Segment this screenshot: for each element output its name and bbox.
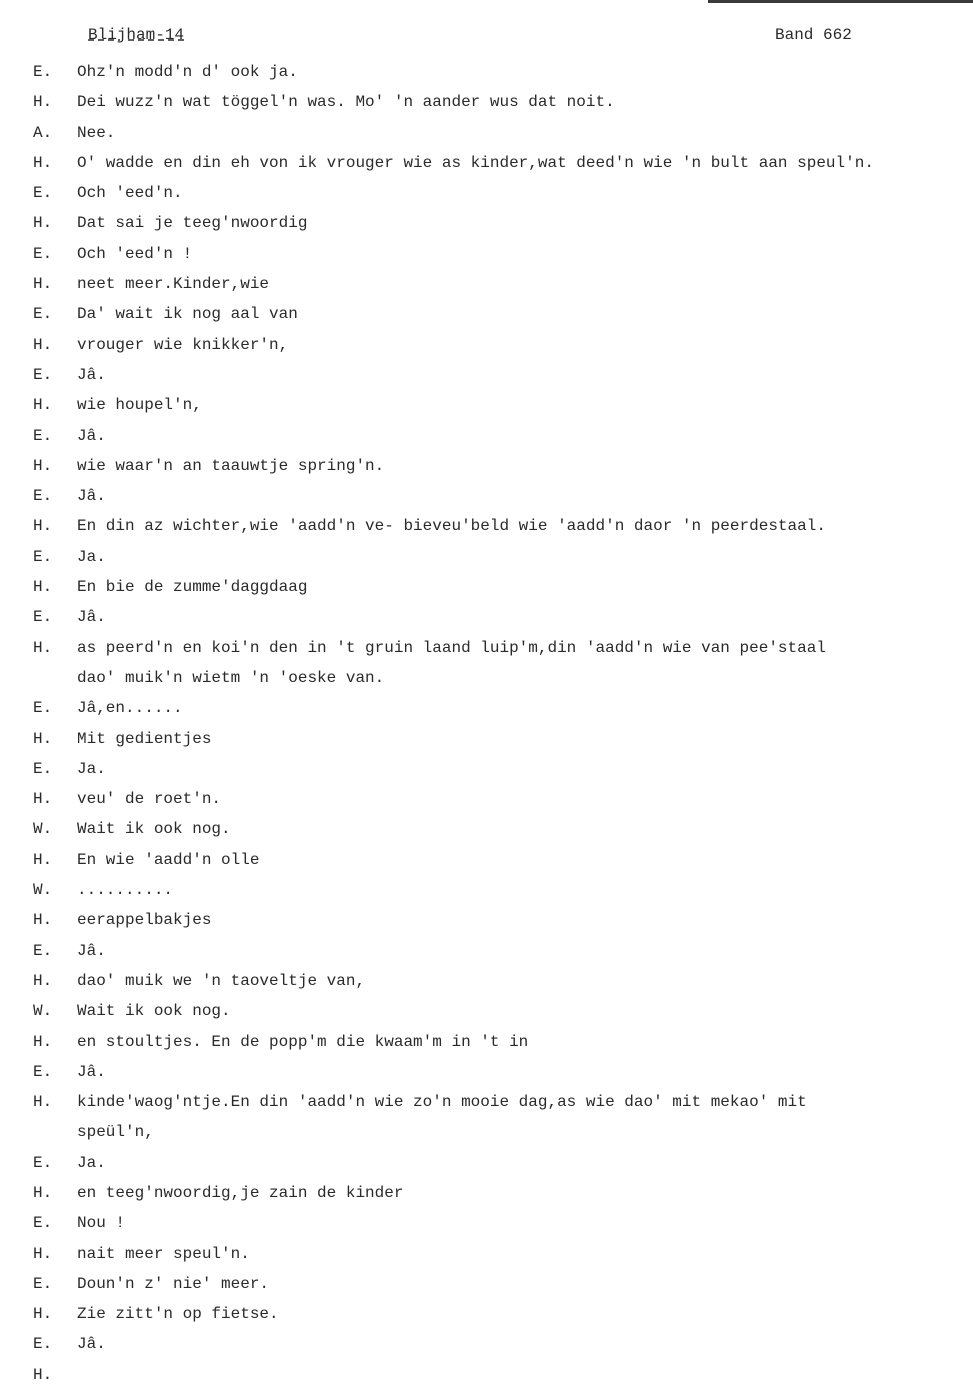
utterance-text: vrouger wie knikker'n, — [77, 335, 289, 354]
speaker-label: H. — [33, 1032, 53, 1051]
utterance-text: Mit gedientjes — [77, 729, 212, 748]
speaker-label: E. — [33, 608, 53, 627]
speaker-label: E. — [33, 1335, 53, 1354]
utterance-text: Wait ik ook nog. — [77, 820, 231, 839]
speaker-label: H. — [33, 638, 53, 657]
transcript-line — [33, 966, 968, 996]
utterance-text: neet meer.Kinder,wie — [77, 275, 270, 294]
utterance-text: Jâ. — [77, 365, 106, 384]
utterance-text: kinde'waog'ntje.En din 'aadd'n wie zo'n mooie dag,as wie dao' mit mekao' mit — [77, 1093, 807, 1112]
transcript-line — [33, 1178, 968, 1208]
speaker-label: W. — [33, 820, 53, 839]
speaker-label: A. — [33, 123, 53, 142]
utterance-text: Jâ. — [77, 941, 106, 960]
speaker-label: E. — [33, 184, 53, 203]
speaker-label: E. — [33, 365, 53, 384]
transcript-line — [33, 1269, 968, 1299]
transcript-line — [33, 481, 968, 511]
transcript-line — [33, 269, 968, 299]
transcript-line — [33, 602, 968, 632]
transcript-line — [33, 87, 968, 117]
transcript-line — [33, 1117, 968, 1147]
transcript-line — [33, 754, 968, 784]
transcript-line — [33, 1027, 968, 1057]
utterance-text: Och 'eed'n ! — [77, 244, 193, 263]
transcript-line — [33, 542, 968, 572]
speaker-label: H. — [33, 396, 53, 415]
utterance-text: Nou ! — [77, 1214, 126, 1233]
transcript-line — [33, 724, 968, 754]
speaker-label: H. — [33, 850, 53, 869]
speaker-label: E. — [33, 305, 53, 324]
utterance-text: .......... — [77, 881, 174, 900]
transcript-line — [33, 936, 968, 966]
speaker-label: E. — [33, 63, 53, 81]
speaker-label: H. — [33, 578, 53, 597]
utterance-text: Ohz'n modd'n d' ook ja. — [77, 63, 298, 81]
speaker-label: W. — [33, 1002, 53, 1021]
transcript-line — [33, 390, 968, 420]
document-title: Blijham-14 — [88, 26, 185, 44]
transcript-line — [33, 633, 968, 663]
transcript-line — [33, 1087, 968, 1117]
speaker-label: H. — [33, 1093, 53, 1112]
speaker-label: E. — [33, 244, 53, 263]
utterance-text: veu' de roet'n. — [77, 790, 222, 809]
transcript-line — [33, 1329, 968, 1359]
transcript — [33, 57, 968, 1390]
speaker-label: E. — [33, 547, 53, 566]
speaker-label: H. — [33, 1244, 53, 1263]
speaker-label: H. — [33, 335, 53, 354]
transcript-line — [33, 1299, 968, 1329]
transcript-line — [33, 360, 968, 390]
utterance-text: dao' muik we 'n taoveltje van, — [77, 971, 366, 990]
utterance-text: Wait ik ook nog. — [77, 1002, 231, 1021]
speaker-label: E. — [33, 699, 53, 718]
band-number: Band 662 — [775, 26, 852, 44]
speaker-label: H. — [33, 93, 53, 112]
utterance-text: Dat sai je teeg'nwoordig — [77, 214, 308, 233]
utterance-text: Jâ. — [77, 1335, 106, 1354]
transcript-line — [33, 330, 968, 360]
utterance-text: Jâ. — [77, 1062, 106, 1081]
speaker-label: H. — [33, 456, 53, 475]
transcript-line — [33, 511, 968, 541]
speaker-label: H. — [33, 1305, 53, 1324]
speaker-label: E. — [33, 759, 53, 778]
transcript-line — [33, 663, 968, 693]
utterance-text: wie houpel'n, — [77, 396, 202, 415]
utterance-text: speül'n, — [77, 1123, 154, 1142]
speaker-label: H. — [33, 1183, 53, 1202]
utterance-text: wie waar'n an taauwtje spring'n. — [77, 456, 385, 475]
utterance-text: Zie zitt'n op fietse. — [77, 1305, 279, 1324]
speaker-label: H. — [33, 275, 53, 294]
transcript-line — [33, 1360, 968, 1390]
speaker-label: E. — [33, 426, 53, 445]
speaker-label: E. — [33, 1274, 53, 1293]
transcript-line — [33, 996, 968, 1026]
utterance-text: Ja. — [77, 547, 106, 566]
speaker-label: H. — [33, 729, 53, 748]
utterance-text: Jâ. — [77, 487, 106, 506]
utterance-text: Da' wait ik nog aal van — [77, 305, 298, 324]
speaker-label: H. — [33, 1365, 53, 1384]
utterance-text: en stoultjes. En de popp'm die kwaam'm in 't in — [77, 1032, 529, 1051]
utterance-text: En bie de zumme'daggdaag — [77, 578, 308, 597]
transcript-line — [33, 905, 968, 935]
utterance-text: Jâ,en...... — [77, 699, 183, 718]
transcript-line — [33, 572, 968, 602]
transcript-line — [33, 845, 968, 875]
utterance-text: Ja. — [77, 759, 106, 778]
utterance-text: En wie 'aadd'n olle — [77, 850, 260, 869]
transcript-line — [33, 178, 968, 208]
utterance-text: Doun'n z' nie' meer. — [77, 1274, 270, 1293]
utterance-text: Ja. — [77, 1153, 106, 1172]
transcript-line — [33, 875, 968, 905]
speaker-label: W. — [33, 881, 53, 900]
page-top-rule — [708, 0, 973, 3]
speaker-label: H. — [33, 971, 53, 990]
transcript-line — [33, 451, 968, 481]
transcript-line — [33, 1057, 968, 1087]
utterance-text: dao' muik'n wietm 'n 'oeske van. — [77, 668, 385, 687]
utterance-text: nait meer speul'n. — [77, 1244, 250, 1263]
transcript-line — [33, 208, 968, 238]
utterance-text: O' wadde en din eh von ik vrouger wie as kinder,wat deed'n wie 'n bult aan speul'n. — [77, 153, 874, 172]
speaker-label: E. — [33, 941, 53, 960]
transcript-line — [33, 1148, 968, 1178]
transcript-line — [33, 118, 968, 148]
utterance-text: Och 'eed'n. — [77, 184, 183, 203]
utterance-text: Jâ. — [77, 608, 106, 627]
transcript-line — [33, 239, 968, 269]
speaker-label: H. — [33, 790, 53, 809]
utterance-text: Nee. — [77, 123, 116, 142]
transcript-line — [33, 299, 968, 329]
speaker-label: H. — [33, 153, 53, 172]
speaker-label: H. — [33, 214, 53, 233]
transcript-line — [33, 57, 968, 87]
transcript-line — [33, 784, 968, 814]
speaker-label: E. — [33, 487, 53, 506]
speaker-label: H. — [33, 911, 53, 930]
speaker-label: E. — [33, 1153, 53, 1172]
speaker-label: E. — [33, 1214, 53, 1233]
utterance-text: eerappelbakjes — [77, 911, 212, 930]
transcript-line — [33, 421, 968, 451]
utterance-text: Dei wuzz'n wat töggel'n was. Mo' 'n aander wus dat noit. — [77, 93, 615, 112]
transcript-line — [33, 1239, 968, 1269]
speaker-label: H. — [33, 517, 53, 536]
utterance-text: as peerd'n en koi'n den in 't gruin laand luip'm,din 'aadd'n wie van pee'staal — [77, 638, 826, 657]
transcript-line — [33, 693, 968, 723]
speaker-label: E. — [33, 1062, 53, 1081]
transcript-line — [33, 148, 968, 178]
transcript-line — [33, 814, 968, 844]
transcript-line — [33, 1208, 968, 1238]
utterance-text: En din az wichter,wie 'aadd'n ve- bieveu'beld wie 'aadd'n daor 'n peerdestaal. — [77, 517, 826, 536]
utterance-text: Jâ. — [77, 426, 106, 445]
utterance-text: en teeg'nwoordig,je zain de kinder — [77, 1183, 404, 1202]
